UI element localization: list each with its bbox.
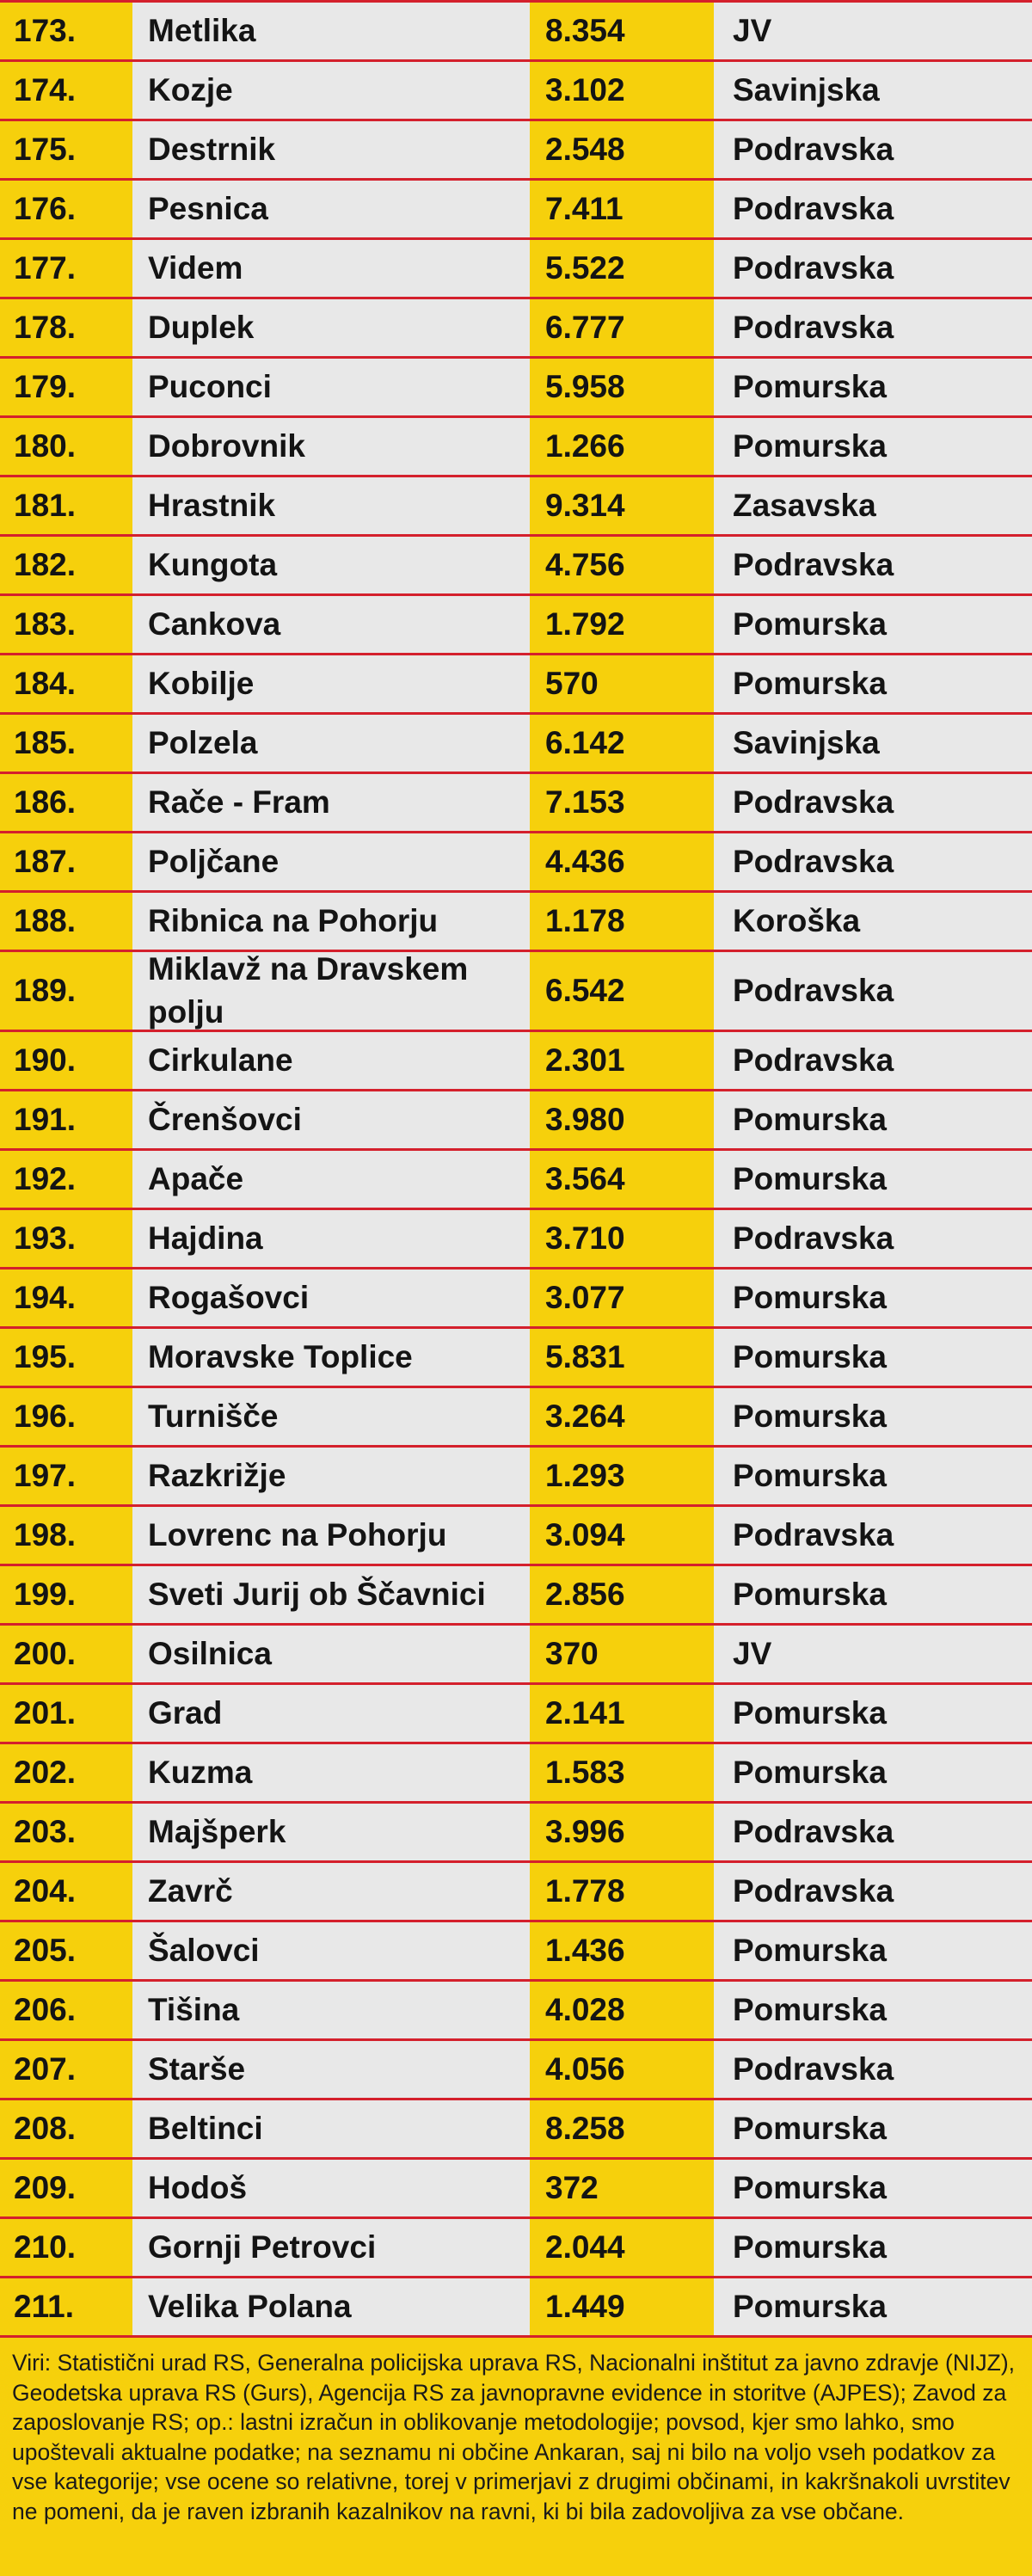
table-row: [0, 418, 1032, 477]
municipality-name-cell: Dobrovnik: [132, 418, 530, 475]
population-cell: 6.142: [530, 715, 714, 772]
rank-cell: 174.: [0, 62, 132, 119]
rank-cell: 195.: [0, 1329, 132, 1386]
municipality-name-cell: Kozje: [132, 62, 530, 119]
municipality-name-cell: Apače: [132, 1151, 530, 1208]
rank-cell: 178.: [0, 299, 132, 356]
table-row: [0, 2041, 1032, 2100]
region-cell: Pomurska: [714, 1091, 1032, 1148]
municipality-name-cell: Zavrč: [132, 1863, 530, 1920]
rank-cell: 197.: [0, 1448, 132, 1504]
rank-cell: 183.: [0, 596, 132, 653]
municipality-name-cell: Starše: [132, 2041, 530, 2098]
municipality-name-cell: Hodoš: [132, 2160, 530, 2216]
municipality-name-cell: Hrastnik: [132, 477, 530, 534]
table-row: [0, 1744, 1032, 1804]
municipality-name-cell: Rače - Fram: [132, 774, 530, 831]
region-cell: Podravska: [714, 299, 1032, 356]
municipality-name-cell: Turnišče: [132, 1388, 530, 1445]
municipality-name-cell: Metlika: [132, 3, 530, 59]
region-cell: Pomurska: [714, 1448, 1032, 1504]
population-cell: 3.264: [530, 1388, 714, 1445]
population-cell: 4.756: [530, 537, 714, 593]
region-cell: Pomurska: [714, 2219, 1032, 2276]
population-cell: 1.293: [530, 1448, 714, 1504]
rank-cell: 175.: [0, 121, 132, 178]
municipality-name-cell: Destrnik: [132, 121, 530, 178]
region-cell: Podravska: [714, 2041, 1032, 2098]
municipality-name-cell: Cankova: [132, 596, 530, 653]
table-row: [0, 596, 1032, 655]
municipality-name-cell: Polzela: [132, 715, 530, 772]
table-row: [0, 359, 1032, 418]
rank-cell: 199.: [0, 1566, 132, 1623]
table-row: [0, 537, 1032, 596]
municipality-name-cell: Moravske Toplice: [132, 1329, 530, 1386]
rank-cell: 210.: [0, 2219, 132, 2276]
rank-cell: 196.: [0, 1388, 132, 1445]
population-cell: 7.153: [530, 774, 714, 831]
rank-cell: 209.: [0, 2160, 132, 2216]
region-cell: Podravska: [714, 181, 1032, 237]
table-row: [0, 2100, 1032, 2160]
population-cell: 3.996: [530, 1804, 714, 1860]
population-cell: 4.028: [530, 1982, 714, 2038]
region-cell: Podravska: [714, 1210, 1032, 1267]
table-row: [0, 181, 1032, 240]
table-row: [0, 655, 1032, 715]
table-row: [0, 1448, 1032, 1507]
table-row: [0, 1685, 1032, 1744]
region-cell: Podravska: [714, 1804, 1032, 1860]
municipality-name-cell: Cirkulane: [132, 1032, 530, 1089]
population-cell: 1.792: [530, 596, 714, 653]
population-cell: 2.044: [530, 2219, 714, 2276]
region-cell: Pomurska: [714, 655, 1032, 712]
municipality-name-cell: Tišina: [132, 1982, 530, 2038]
region-cell: Savinjska: [714, 62, 1032, 119]
region-cell: JV: [714, 1626, 1032, 1682]
rank-cell: 202.: [0, 1744, 132, 1801]
municipality-name-cell: Miklavž na Dravskem polju: [132, 952, 530, 1030]
rank-cell: 191.: [0, 1091, 132, 1148]
region-cell: Pomurska: [714, 359, 1032, 415]
population-cell: 8.258: [530, 2100, 714, 2157]
table-row: [0, 1982, 1032, 2041]
table-row: [0, 299, 1032, 359]
rank-cell: 177.: [0, 240, 132, 297]
population-cell: 7.411: [530, 181, 714, 237]
region-cell: Koroška: [714, 893, 1032, 950]
population-cell: 1.583: [530, 1744, 714, 1801]
table-row: [0, 1270, 1032, 1329]
rank-cell: 194.: [0, 1270, 132, 1326]
region-cell: Pomurska: [714, 2100, 1032, 2157]
table-row: [0, 2160, 1032, 2219]
region-cell: Pomurska: [714, 1151, 1032, 1208]
population-cell: 1.266: [530, 418, 714, 475]
table-row: [0, 121, 1032, 181]
region-cell: Zasavska: [714, 477, 1032, 534]
population-cell: 4.436: [530, 833, 714, 890]
rank-cell: 189.: [0, 952, 132, 1030]
rank-cell: 176.: [0, 181, 132, 237]
table-row: [0, 1091, 1032, 1151]
region-cell: Pomurska: [714, 1566, 1032, 1623]
region-cell: Pomurska: [714, 1329, 1032, 1386]
rank-cell: 198.: [0, 1507, 132, 1564]
sources-footnote: Viri: Statistični urad RS, Generalna policijska uprava RS, Nacionalni inštitut za javno zdravje (NIJZ), Geodetska uprava RS (Gurs), Agencija RS za javnopravne evidence in storitve (AJPES); Zavod za zaposlovanje RS; op.: lastni izračun in oblikovanje metodologije; povsod, kjer smo lahko, smo upoštevali aktualne podatke; na seznamu ni občine Ankaran, saj ni bilo na voljo vseh podatkov za vse kategorije; vse ocene so relativne, torej v primerjavi z drugimi občinami, in kakršnakoli uvrstitev ne pomeni, da je raven izbranih kazalnikov na ravni, ki bi bila zadovoljiva za vse občane.: [12, 2350, 1015, 2524]
region-cell: Podravska: [714, 774, 1032, 831]
table-row: [0, 1032, 1032, 1091]
table-row: [0, 1863, 1032, 1922]
rank-cell: 193.: [0, 1210, 132, 1267]
rank-cell: 185.: [0, 715, 132, 772]
population-cell: 3.102: [530, 62, 714, 119]
region-cell: Pomurska: [714, 418, 1032, 475]
municipality-name-cell: Duplek: [132, 299, 530, 356]
region-cell: Pomurska: [714, 2160, 1032, 2216]
population-cell: 9.314: [530, 477, 714, 534]
rank-cell: 211.: [0, 2278, 132, 2335]
population-cell: 2.141: [530, 1685, 714, 1742]
municipality-name-cell: Hajdina: [132, 1210, 530, 1267]
municipality-name-cell: Kuzma: [132, 1744, 530, 1801]
municipality-name-cell: Velika Polana: [132, 2278, 530, 2335]
municipality-name-cell: Grad: [132, 1685, 530, 1742]
table-row: [0, 893, 1032, 952]
rank-cell: 187.: [0, 833, 132, 890]
municipality-name-cell: Gornji Petrovci: [132, 2219, 530, 2276]
table-row: [0, 1922, 1032, 1982]
rank-cell: 204.: [0, 1863, 132, 1920]
population-cell: 372: [530, 2160, 714, 2216]
municipality-name-cell: Razkrižje: [132, 1448, 530, 1504]
rank-cell: 206.: [0, 1982, 132, 2038]
region-cell: Pomurska: [714, 2278, 1032, 2335]
municipality-name-cell: Videm: [132, 240, 530, 297]
table-row: [0, 1566, 1032, 1626]
municipality-name-cell: Ribnica na Pohorju: [132, 893, 530, 950]
rank-cell: 184.: [0, 655, 132, 712]
region-cell: Podravska: [714, 1032, 1032, 1089]
region-cell: Savinjska: [714, 715, 1032, 772]
municipality-name-cell: Kungota: [132, 537, 530, 593]
table-row: [0, 3, 1032, 62]
table-row: [0, 774, 1032, 833]
population-cell: 3.710: [530, 1210, 714, 1267]
table-row: [0, 715, 1032, 774]
municipality-name-cell: Šalovci: [132, 1922, 530, 1979]
region-cell: Podravska: [714, 1507, 1032, 1564]
rank-cell: 207.: [0, 2041, 132, 2098]
population-cell: 570: [530, 655, 714, 712]
municipality-name-cell: Beltinci: [132, 2100, 530, 2157]
municipality-name-cell: Kobilje: [132, 655, 530, 712]
municipality-name-cell: Majšperk: [132, 1804, 530, 1860]
rank-cell: 180.: [0, 418, 132, 475]
table-row: [0, 952, 1032, 1032]
rank-cell: 188.: [0, 893, 132, 950]
municipality-name-cell: Osilnica: [132, 1626, 530, 1682]
population-cell: 4.056: [530, 2041, 714, 2098]
region-cell: Podravska: [714, 121, 1032, 178]
table-row: [0, 1151, 1032, 1210]
region-cell: Podravska: [714, 537, 1032, 593]
rank-cell: 208.: [0, 2100, 132, 2157]
table-row: [0, 1804, 1032, 1863]
population-cell: 3.077: [530, 1270, 714, 1326]
municipality-name-cell: Rogašovci: [132, 1270, 530, 1326]
table-row: [0, 62, 1032, 121]
region-cell: Pomurska: [714, 1270, 1032, 1326]
population-cell: 1.778: [530, 1863, 714, 1920]
table-row: [0, 1329, 1032, 1388]
population-cell: 2.548: [530, 121, 714, 178]
municipality-name-cell: Poljčane: [132, 833, 530, 890]
rank-cell: 181.: [0, 477, 132, 534]
table-row: [0, 2219, 1032, 2278]
population-cell: 1.449: [530, 2278, 714, 2335]
municipality-name-cell: Lovrenc na Pohorju: [132, 1507, 530, 1564]
population-cell: 3.564: [530, 1151, 714, 1208]
municipality-name-cell: Črenšovci: [132, 1091, 530, 1148]
rank-cell: 190.: [0, 1032, 132, 1089]
table-row: [0, 1626, 1032, 1685]
population-cell: 6.777: [530, 299, 714, 356]
municipality-name-cell: Puconci: [132, 359, 530, 415]
municipality-name-cell: Sveti Jurij ob Ščavnici: [132, 1566, 530, 1623]
table-row: [0, 1388, 1032, 1448]
table-row: [0, 240, 1032, 299]
population-cell: 5.522: [530, 240, 714, 297]
municipality-name-cell: Pesnica: [132, 181, 530, 237]
population-cell: 1.178: [530, 893, 714, 950]
region-cell: Podravska: [714, 240, 1032, 297]
rank-cell: 173.: [0, 3, 132, 59]
rank-cell: 203.: [0, 1804, 132, 1860]
region-cell: Pomurska: [714, 1388, 1032, 1445]
rank-cell: 201.: [0, 1685, 132, 1742]
region-cell: Podravska: [714, 1863, 1032, 1920]
table-row: [0, 1507, 1032, 1566]
population-cell: 2.856: [530, 1566, 714, 1623]
region-cell: Podravska: [714, 833, 1032, 890]
population-cell: 2.301: [530, 1032, 714, 1089]
rank-cell: 200.: [0, 1626, 132, 1682]
table-row: [0, 1210, 1032, 1270]
rank-cell: 186.: [0, 774, 132, 831]
population-cell: 3.980: [530, 1091, 714, 1148]
rank-cell: 192.: [0, 1151, 132, 1208]
population-cell: 5.958: [530, 359, 714, 415]
region-cell: Pomurska: [714, 1744, 1032, 1801]
region-cell: Pomurska: [714, 596, 1032, 653]
region-cell: Pomurska: [714, 1922, 1032, 1979]
rank-cell: 179.: [0, 359, 132, 415]
region-cell: Pomurska: [714, 1982, 1032, 2038]
rank-cell: 205.: [0, 1922, 132, 1979]
population-cell: 1.436: [530, 1922, 714, 1979]
population-cell: 6.542: [530, 952, 714, 1030]
region-cell: Pomurska: [714, 1685, 1032, 1742]
population-cell: 3.094: [530, 1507, 714, 1564]
rank-cell: 182.: [0, 537, 132, 593]
table-row: [0, 2278, 1032, 2338]
population-cell: 5.831: [530, 1329, 714, 1386]
table-row: [0, 833, 1032, 893]
region-cell: Podravska: [714, 952, 1032, 1030]
region-cell: JV: [714, 3, 1032, 59]
population-cell: 370: [530, 1626, 714, 1682]
table-row: [0, 477, 1032, 537]
population-cell: 8.354: [530, 3, 714, 59]
